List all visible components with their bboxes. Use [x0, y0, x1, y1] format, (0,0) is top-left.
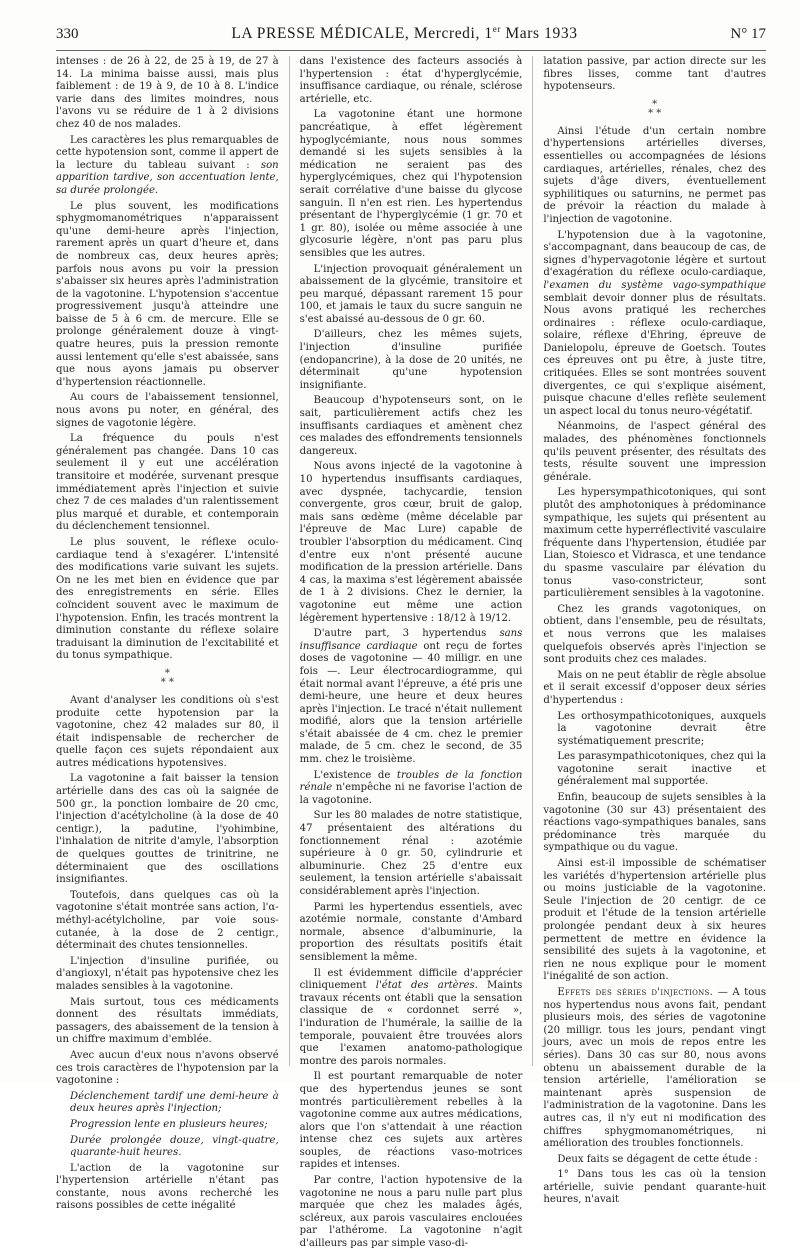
page-header — [56, 24, 766, 46]
paragraph: Enfin, beaucoup de sujets sensibles à la vagotonine (30 sur 43) présentaient des réactions vago-sympathiques banales, sans prédominance très marquée du sympathique ou du vague. — [543, 792, 766, 854]
paragraph: Beaucoup d'hypotenseurs sont, on le sait, particulièrement actifs chez les insuffisants cardiaques et amènent chez ces malades des effondrements tensionnels dangereux. — [299, 395, 523, 457]
paragraph: Mais on ne peut établir de règle absolue et il serait excessif d'opposer deux séries d'hypertendus : — [543, 669, 766, 706]
column-1 — [56, 56, 279, 1212]
paragraph: Sur les 80 malades de notre statistique, 47 présentaient des altérations du fonctionnement rénal : azotémie supérieure à 0 gr. 50, cylindrurie et albuminurie. Chez 25 d'entre eux seulement, la tension artérielle s'abaissait considérablement après l'injection. — [299, 810, 523, 897]
section-separator: * * * — [160, 667, 174, 688]
paragraph: Deux faits se dégagent de cette étude : — [557, 1153, 758, 1165]
paragraph: 1° Dans tous les cas où la tension artérielle, suivie pendant quarante-huit heures, n'avait — [543, 1169, 766, 1206]
issue-number: N° 17 — [730, 26, 766, 43]
column-divider — [532, 56, 533, 1066]
paragraph: La fréquence du pouls n'est généralement pas changée. Dans 10 cas seulement il y eut une accélération transitoire et modérée, survenant presque immédiatement après l'injection et suivie chez 7 de ces malades d'un ralentissement plus marqué et durable, et contemporain du déclenchement tensionnel. — [56, 433, 279, 533]
paragraph: Néanmoins, de l'aspect général des malades, des phénomènes fonctionnels qu'ils peuvent présenter, des résultats des tests, résulte souvent une impression générale. — [543, 421, 766, 483]
paragraph: Il est pourtant remarquable de noter que des hypertendus jeunes se sont montrés particulièrement rebelles à la vagotonine comme aux autres médications, alors que l'on s'attendait à une réaction intense chez ces sujets aux artères souples, de réactions vaso-motrices rapides et intenses. — [299, 1071, 523, 1171]
paragraph: Au cours de l'abaissement tensionnel, nous avons pu noter, en général, des signes de vagotonie légère. — [56, 392, 279, 429]
paragraph: Toutefois, dans quelques cas où la vagotonine s'était montrée sans action, l'α-méthyl-acétylcholine, par voie sous-cutanée, à la dose de 2 centigr., déterminait des chutes tensionnelles. — [56, 889, 279, 952]
journal-title: LA PRESSE MÉDICALE, Mercredi, 1er Mars 1933 — [231, 24, 578, 43]
paragraph: Ainsi l'étude d'un certain nombre d'hypertensions artérielles diverses, essentielles ou accompagnées de lésions cardiaques, artérielles, rénales, chez des sujets d'âge divers, éventuellement syphilitiques ou saturnins, ne permet pas de prévoir la réaction du malade à l'injection de vagotonine. — [543, 125, 766, 225]
paragraph: dans l'existence des facteurs associés à l'hypertension : état d'hyperglycémie, insuffisance cardiaque, ou rénale, sclérose artérielle, etc. — [299, 56, 523, 105]
paragraph: D'autre part, 3 hypertendus sans insuffisance cardiaque ont reçu de fortes doses de vagotonine — 40 milligr. en une fois —. Leur électrocardiogramme, qui était normal avant l'épreuve, a été pris une demi-heure, une heure et deux heures après l'injection. Le tracé n'était nullement modifié, alors que la tension artérielle s'était abaissée de 4 cm. chez le premier malade, de 5 cm. chez le second, de 35 mm. chez le troisième. — [299, 628, 523, 766]
paragraph: latation passive, par action directe sur les fibres lisses, comme tant d'autres hypotenseurs. — [543, 56, 766, 93]
list-item: Les orthosympathicotoniques, auxquels la vagotonine devrait être systématiquement prescrite; — [557, 710, 766, 747]
paragraph: L'existence de troubles de la fonction rénale n'empêche ni ne favorise l'action de la vagotonine. — [299, 769, 523, 806]
paragraph: Effets des séries d'injections. — A tous nos hypertendus nous avons fait, pendant plusieurs mois, des séries de vagotonine (20 milligr. tous les jours, pendant vingt jours, avec un mois de repos entre les séries). Dans 30 cas sur 80, nous avons obtenu un abaissement durable de la tension artérielle, l'amélioration se maintenant après suspension de l'administration de la vagotonine. Dans les autres cas, il n'y eut ni modification des chiffres sphygmomanométriques, ni amélioration des troubles fonctionnels. — [543, 986, 766, 1150]
paragraph: La vagotonine a fait baisser la tension artérielle dans des cas où la saignée de 500 gr., la ponction lombaire de 20 cmc, l'injection d'acétylcholine (à la dose de 40 centigr.), la padutine, l'yohimbine, l'inhalation de nitrite d'amyle, l'absorption de quelques gouttes de trinitrine, ne déterminaient que des oscillations insignifiantes. — [56, 773, 279, 886]
paragraph: Mais surtout, tous ces médicaments donnent des résultats immédiats, passagers, des abaissement de la tension à un chiffre maximum d'emblée. — [56, 996, 279, 1046]
paragraph: La vagotonine étant une hormone pancréatique, à effet légèrement hypoglycémiante, nous nous sommes demandé si les sujets sensibles à la médication ne seraient pas des hyperglycémiques, chez qui l'hypotension serait corrélative d'une baisse du glycose sanguin. Il n'en est rien. Les hypertendus présentant de l'hyperglycémie (1 gr. 70 et 1 gr. 80), isolée ou même associée à une glycosurie légère, n'ont pas paru plus sensibles que les autres. — [299, 109, 523, 259]
page-number: 330 — [56, 26, 79, 43]
paragraph: L'hypotension due à la vagotonine, s'accompagnant, dans beaucoup de cas, de signes d'hypervagotonie légère et surtout d'exagération du réflexe oculo-cardiaque, l'examen du système vago-sympathique semblait devoir donner plus de résultats. Nous avons pratiqué les recherches ordinaires : réflexe oculo-cardiaque, solaire, réflexe d'Ehring, épreuve de Danielopolu, épreuve de Goetsch. Toutes ces épreuves ont pu être, à juste titre, critiquées. Elles se sont montrées souvent divergentes, ce qui s'explique aisément, puisque chacune d'elles reflète seulement un aspect local du tonus neuro-végétatif. — [543, 229, 766, 417]
paragraph: L'action de la vagotonine sur l'hypertension artérielle n'étant pas constante, nous avons recherché les raisons possibles de cette inégalité — [56, 1162, 279, 1212]
paragraph: Nous avons injecté de la vagotonine à 10 hypertendus insuffisants cardiaques, avec dyspnée, tachycardie, tension convergente, gros cœur, bruit de galop, mais sans œdème (même décelable par l'épreuve de Mac Lure) capable de troubler l'absorption du médicament. Cinq d'entre eux n'ont présenté aucune modification de la pression artérielle. Dans 4 cas, la maxima s'est légèrement abaissée de 1 à 2 divisions. Chez le dernier, la vagotonine eut même une action légèrement hypertensive : 18/12 à 19/12. — [299, 461, 523, 624]
list-item: Progression lente en plusieurs heures; — [70, 1118, 268, 1130]
paragraph: Le plus souvent, les modifications sphygmomanométriques n'apparaissent qu'une demi-heure après l'injection, rarement après un quart d'heure et, dans de nombreux cas, deux heures après; parfois nous avons pu voir la pression s'abaisser six heures après l'administration de la vagotonine. L'hypotension s'accentue progressivement jusqu'à atteindre une baisse de 5 à 6 cm. de mercure. Elle se prolonge généralement douze à vingt-quatre heures, puis la pression remonte aussi lentement qu'elle s'est abaissée, sans que nous ayons jamais pu observer d'hypertension réactionnelle. — [56, 200, 279, 388]
paragraph: D'ailleurs, chez les mêmes sujets, l'injection d'insuline purifiée (endopancrine), à la dose de 20 unités, ne déterminait qu'une hypotension insignifiante. — [299, 329, 523, 391]
text-columns — [56, 56, 766, 1250]
column-divider — [289, 56, 290, 1066]
header-rule — [56, 50, 766, 51]
section-heading: Effets des séries d'injections. — [557, 986, 714, 998]
paragraph: Chez les grands vagotoniques, on obtient, dans l'ensemble, peu de résultats, et nous verrons que les malaises quelquefois observés après l'injection se sont produits chez ces malades. — [543, 603, 766, 666]
list-item: Déclenchement tardif une demi-heure à deux heures après l'injection; — [70, 1090, 279, 1115]
list-item: Les parasympathicotoniques, chez qui la vagotonine serait inactive et généralement mal supportée. — [557, 751, 766, 788]
paragraph: Parmi les hypertendus essentiels, avec azotémie normale, constante d'Ambard normale, absence d'albuminurie, la proportion des résultats positifs était sensiblement la même. — [299, 901, 523, 963]
column-3 — [543, 56, 766, 1206]
paragraph: Le plus souvent, le réflexe oculo-cardiaque tend à s'exagérer. L'intensité des modifications varie suivant les sujets. On ne les met bien en évidence que par des enregistrements en série. Elles coïncident souvent avec le maximum de l'hypotension. Enfin, les tracés montrent la diminution constante du réflexe solaire traduisant la diminution de l'excitabilité et du tonus sympathique. — [56, 536, 279, 662]
paragraph: Avec aucun d'eux nous n'avons observé ces trois caractères de l'hypotension par la vagotonine : — [56, 1049, 279, 1087]
paragraph: Avant d'analyser les conditions où s'est produite cette hypotension par la vagotonine, chez 42 malades sur 80, il était indispensable de rechercher de quelle façon ces sujets répondaient aux autres médications hypotensives. — [56, 694, 279, 769]
paragraph: Il est évidemment difficile d'apprécier cliniquement l'état des artères. Maints travaux récents ont établi que la sensation classique de « cordonnet serré », l'induration de l'humérale, la saillie de la temporale, pouvaient être trouvées alors que l'examen anatomo-pathologique montre des parois normales. — [299, 967, 523, 1067]
section-separator: * * * — [648, 98, 662, 119]
paragraph: L'injection d'insuline purifiée, ou d'angioxyl, n'était pas hypotensive chez les malades sensibles à la vagotonine. — [56, 955, 279, 992]
paragraph: intenses : de 26 à 22, de 25 à 19, de 27 à 14. La minima baisse aussi, mais plus faiblement : de 19 à 9, de 10 à 8. L'indice varie dans des limites moindres, nous l'avons vu se réduire de 1 à 2 divisions chez 40 de nos malades. — [56, 56, 279, 130]
list-item: Durée prolongée douze, vingt-quatre, quarante-huit heures. — [70, 1134, 279, 1159]
paragraph: L'injection provoquait généralement un abaissement de la glycémie, transitoire et peu marqué, dépassant rarement 15 pour 100, et jamais le taux du sucre sanguin ne s'est abaissé au-dessous de 0 gr. 60. — [299, 263, 523, 325]
paragraph: Ainsi est-il impossible de schématiser les variétés d'hypertension artérielle plus ou moins justiciable de la vagotonine. Seule l'injection de 20 centigr. de ce produit et l'étude de la tension artérielle prolongée pendant deux à six heures permettent de mettre en évidence la sensibilité des sujets à la vagotonine, et rien ne nous explique pour le moment l'inégalité de son action. — [543, 858, 766, 983]
paragraph: Les hypersympathicotoniques, qui sont plutôt des amphotoniques à prédominance sympathique, les sujets qui présentent au maximum cette hyperréflectivité vasculaire fréquente dans l'hypertension, étudiée par Lian, Stoiesco et Vidrasca, et une tendance du spasme vasculaire par élévation du tonus vaso-constricteur, sont particulièrement sensibles à la vagotonine. — [543, 487, 766, 600]
paragraph: Les caractères les plus remarquables de cette hypotension sont, comme il appert de la lecture du tableau suivant : son apparition tardive, son accentuation lente, sa durée prolongée. — [56, 134, 279, 196]
paragraph: Par contre, l'action hypotensive de la vagotonine ne nous a paru nulle part plus marquée que chez les malades âgés, scléreux, aux parois vasculaires enclouées par l'athérome. La vagotonine n'agit d'ailleurs pas par simple vaso-di- — [299, 1175, 523, 1250]
column-2 — [299, 56, 523, 1250]
